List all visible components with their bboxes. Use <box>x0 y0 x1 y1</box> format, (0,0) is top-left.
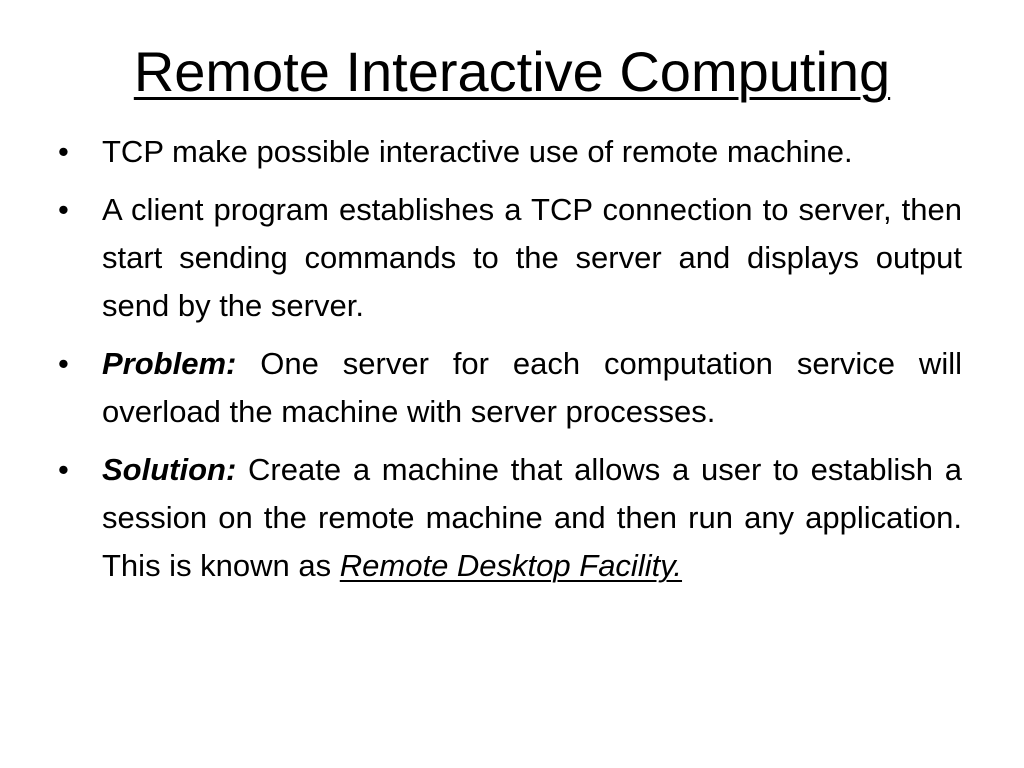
problem-label: Problem: <box>102 346 237 381</box>
remote-desktop-facility-term: Remote Desktop Facility. <box>339 548 683 583</box>
bullet-dot-icon: • <box>58 346 69 381</box>
bullet-text: TCP make possible interactive use of remote machine. <box>102 134 853 169</box>
bullet-text: One server for each computation service will overload the machine with server processes. <box>102 346 962 429</box>
bullet-item-client-program <box>58 186 962 330</box>
bullet-item-tcp <box>58 128 962 176</box>
bullet-dot-icon: • <box>58 192 69 227</box>
solution-label: Solution: <box>102 452 237 487</box>
bullet-item-problem <box>58 340 962 436</box>
bullet-dot-icon: • <box>58 452 69 487</box>
slide-title: Remote Interactive Computing <box>133 40 891 103</box>
bullet-text: Create a machine that allows a user to establish a session on the remote machine and then run any application. This is known as <box>102 452 962 583</box>
bullet-item-solution <box>58 446 962 590</box>
bullet-list <box>58 128 962 600</box>
bullet-text: A client program establishes a TCP connection to server, then start sending commands to the server and displays output send by the server. <box>102 192 962 323</box>
bullet-dot-icon: • <box>58 134 69 169</box>
